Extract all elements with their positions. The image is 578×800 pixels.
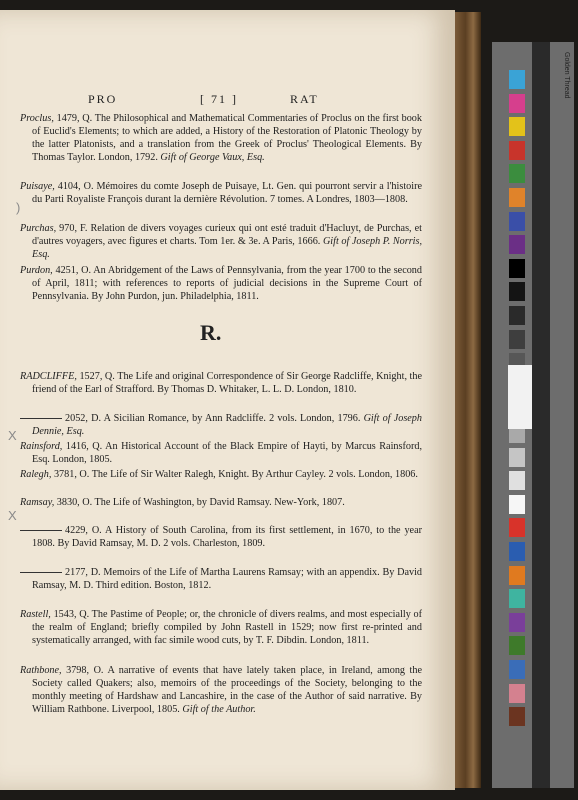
entry-text: 1527, Q. The Life and original Correspondence of Sir George Radcliffe, Knight, the friend of the Earl of Strafford. By Thomas D. Whitaker, L. L. D. London, 1810.	[32, 371, 422, 395]
color-patch	[509, 471, 525, 490]
entry-name: Puisaye,	[20, 181, 55, 192]
catalog-entry	[20, 524, 422, 550]
color-patch	[509, 188, 525, 207]
color-patch	[509, 636, 525, 655]
catalog-entry	[20, 608, 422, 647]
catalog-entry	[20, 566, 422, 592]
entry-text: 2177, D. Memoirs of the Life of Martha Laurens Ramsay; with an appendix. By David Ramsay, M. D. Third edition. Boston, 1812.	[32, 567, 422, 591]
color-patch	[509, 70, 525, 89]
entry-name: Rathbone,	[20, 665, 62, 676]
entry-name: Purdon,	[20, 265, 53, 276]
header-right: RAT	[290, 92, 319, 106]
color-patch	[509, 282, 525, 301]
margin-mark: )	[16, 200, 21, 215]
entry-text: 2052, D. A Sicilian Romance, by Ann Radcliffe. 2 vols. London, 1796.	[65, 413, 364, 424]
entry-name: Rastell,	[20, 609, 51, 620]
catalog-entry	[20, 180, 422, 206]
color-calibration-card	[492, 42, 574, 788]
entry-text: 1416, Q. An Historical Account of the Black Empire of Hayti, by Marcus Rainsford, Esq. London, 1805.	[32, 441, 422, 465]
entry-text: 1543, Q. The Pastime of People; or, the chronicle of divers realms, and most especially of the realm of England; briefly compiled by John Rastell in 1529; now first re-printed and systematically arranged, with fac simile wood cuts, by T. F. Dibdin. London, 1811.	[32, 609, 422, 646]
color-patch	[509, 660, 525, 679]
color-patch	[509, 117, 525, 136]
header-left: PRO	[88, 92, 118, 106]
entry-gift: Gift of the Author.	[182, 704, 256, 715]
entry-text: 3830, O. The Life of Washington, by David Ramsay. New-York, 1807.	[54, 497, 345, 508]
entry-text: 3781, O. The Life of Sir Walter Ralegh, Knight. By Arthur Cayley. 2 vols. London, 1806.	[51, 469, 418, 480]
entry-gift: Gift of Joseph Dennie, Esq.	[32, 413, 422, 437]
ditto-dash	[20, 530, 62, 531]
color-patch	[509, 94, 525, 113]
entry-text: 3798, O. A narrative of events that have lately taken place, in Ireland, among the Society called Quakers; also, memoirs of the proceedings of the Society, belonging to the monthly meeting of Hardshaw and Lancashire, in the case of the Author of said narrative. By William Rathbone. Liverpool, 1805.	[32, 665, 422, 715]
catalog-entry	[20, 370, 422, 396]
entry-text: 1479, Q. The Philosophical and Mathematical Commentaries of Proclus on the first book of Euclid's Elements; to which are added, a History of the Restoration of Platonic Theology by the latter Platonists, and a translation from the Greek of Proclus' Theological Elements. By Thomas Taylor. London, 1792.	[32, 113, 422, 163]
section-letter: R.	[200, 320, 222, 345]
color-patch	[509, 141, 525, 160]
color-patch	[509, 495, 525, 514]
entry-name: Purchas,	[20, 223, 57, 234]
entry-text: 4229, O. A History of South Carolina, from its first settlement, in 1670, to the year 1808. By David Ramsay, M. D. 2 vols. Charleston, 1809.	[32, 525, 422, 549]
entry-text: 4251, O. An Abridgement of the Laws of Pennsylvania, from the year 1700 to the second of April, 1811; with references to reports of judicial decisions in the Supreme Court of Pennsylvania. By John Purdon, jun. Philadelphia, 1811.	[32, 265, 422, 302]
color-patch	[509, 212, 525, 231]
color-patch	[509, 448, 525, 467]
entry-name: Ralegh,	[20, 469, 52, 480]
catalog-entry	[20, 664, 422, 716]
color-patch	[509, 589, 525, 608]
ditto-dash	[20, 418, 62, 419]
catalog-entry	[20, 264, 422, 303]
card-vertical-text: Golden Thread	[563, 52, 570, 99]
catalog-entry	[20, 222, 422, 261]
catalog-entry	[20, 440, 422, 466]
color-patch	[509, 259, 525, 278]
margin-mark: X	[8, 428, 17, 443]
entry-name: RADCLIFFE,	[20, 371, 77, 382]
color-patch	[509, 330, 525, 349]
catalog-entry	[20, 412, 422, 438]
entry-name: Ramsay,	[20, 497, 55, 508]
entry-text: 4104, O. Mémoires du comte Joseph de Puisaye, Lt. Gen. qui pourront servir a l'histoire du Parti Royaliste François durant la dernière Révolution. 7 tomes. A Londres, 1803—1808.	[32, 181, 422, 205]
margin-mark: X	[8, 508, 17, 523]
entry-gift: Gift of George Vaux, Esq.	[160, 152, 265, 163]
entry-name: Rainsford,	[20, 441, 63, 452]
color-patch	[509, 684, 525, 703]
color-patch	[509, 306, 525, 325]
color-patch	[509, 542, 525, 561]
color-patch	[509, 235, 525, 254]
entry-name: Proclus,	[20, 113, 54, 124]
color-patch	[509, 566, 525, 585]
entry-text: 970, F. Relation de divers voyages curieux qui ont esté traduit d'Hacluyt, de Purchas, et d'autres voyagers, avec figures et charts. Tom 1er. & 3e. A Paris, 1666.	[32, 223, 422, 247]
catalog-entry	[20, 496, 422, 509]
catalog-entry	[20, 468, 422, 481]
card-label-box	[508, 365, 532, 429]
ditto-dash	[20, 572, 62, 573]
book-spine	[455, 12, 481, 788]
card-label-strip	[532, 42, 550, 788]
entry-gift: Gift of Joseph P. Norris, Esq.	[32, 236, 422, 260]
color-patch	[509, 164, 525, 183]
catalog-entry	[20, 112, 422, 164]
color-patch	[509, 707, 525, 726]
color-patch	[509, 613, 525, 632]
color-patch	[509, 518, 525, 537]
page-number: [ 71 ]	[200, 92, 238, 106]
